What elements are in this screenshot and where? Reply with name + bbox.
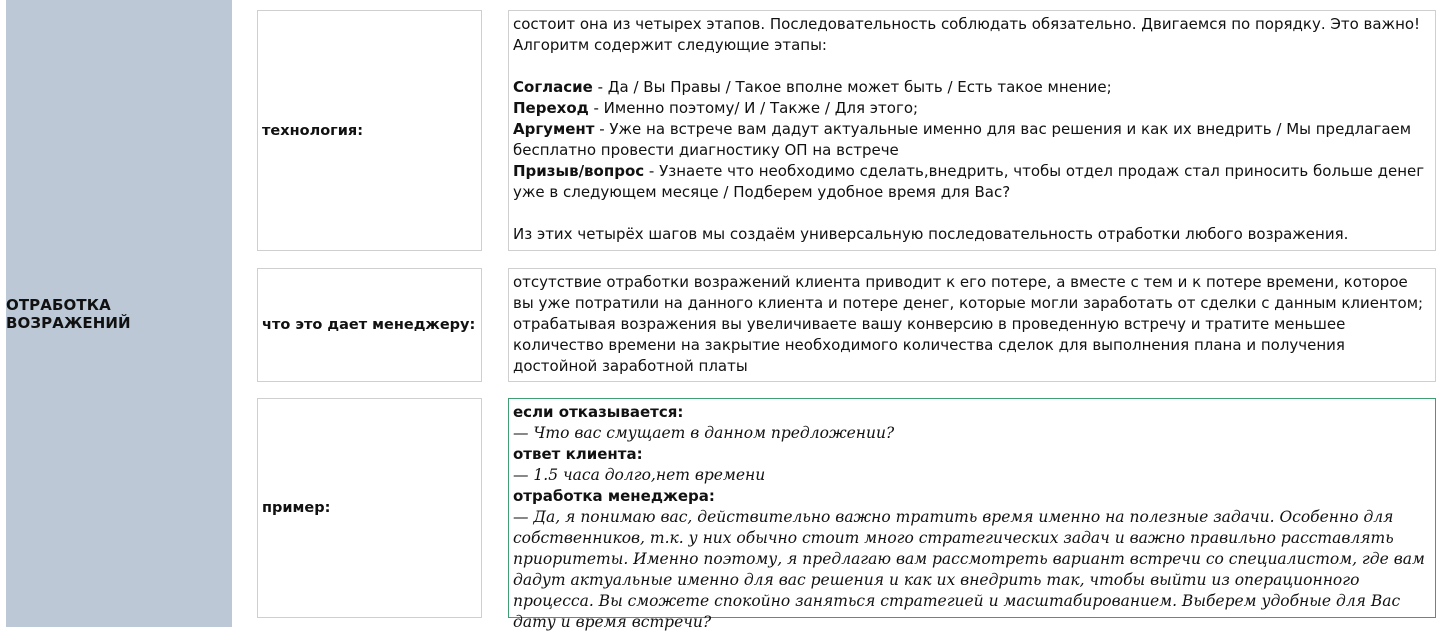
section-header: [6, 0, 232, 627]
section-title: ОТРАБОТКА ВОЗРАЖЕНИЙ: [6, 295, 131, 332]
step-text: - Именно поэтому/ И / Также / Для этого;: [588, 99, 919, 117]
row-content-benefit: [508, 268, 1436, 382]
label-text: пример:: [262, 500, 331, 516]
row-content-technology: [508, 10, 1436, 251]
intro-line: Алгоритм содержит следующие этапы:: [513, 36, 827, 54]
row-label-example: [257, 398, 482, 618]
label-text: что это дает менеджеру:: [262, 317, 476, 333]
step-name: Призыв/вопрос: [513, 162, 645, 180]
step-text: - Уже на встрече вам дадут актуальные именно для вас решения и как их внедрить / Мы предлагаем бесплатно провести диагностику ОП на встрече: [513, 120, 1412, 159]
step-line: [513, 98, 1431, 119]
example-text: — Да, я понимаю вас, действительно важно тратить время именно на полезные задачи. Особенно для собственников, т.к. у них обычно стоит много стратегических задач и важно правильно расставлять приоритеты. Именно поэтому, я предлагаю вам рассмотреть вариант встречи со специалистом, где вам дадут актуальные именно для вас решения и как их внедрить так, чтобы выйти из операционного процесса. Вы сможете спокойно заняться стратегией и масштабированием. Выберем удобные для Вас дату и время встречи?: [513, 508, 1425, 631]
step-text: - Да / Вы Правы / Такое вполне может быть / Есть такое мнение;: [592, 78, 1112, 96]
step-line: [513, 77, 1431, 98]
step-name: Переход: [513, 99, 589, 117]
step-line: [513, 119, 1431, 161]
example-heading: если отказывается:: [513, 403, 684, 421]
label-text: технология:: [262, 122, 363, 139]
row-label-technology: [257, 10, 482, 251]
intro-line: состоит она из четырех этапов. Последовательность соблюдать обязательно. Двигаемся по порядку. Это важно!: [513, 15, 1421, 33]
step-name: Согласие: [513, 78, 593, 96]
outro-line: Из этих четырёх шагов мы создаём универсальную последовательность отработки любого возражения.: [513, 225, 1349, 243]
step-text: - Узнаете что необходимо сделать,внедрить, чтобы отдел продаж стал приносить больше денег уже в следующем месяце / Подберем удобное время для Вас?: [513, 162, 1425, 201]
example-text: — 1.5 часа долго,нет времени: [513, 466, 766, 484]
row-content-example[interactable]: [508, 398, 1436, 631]
example-text: — Что вас смущает в данном предложении?: [513, 424, 895, 442]
step-name: Аргумент: [513, 120, 595, 138]
example-heading: отработка менеджера:: [513, 487, 715, 505]
row-label-benefit: [257, 268, 482, 382]
benefit-text: отсутствие отработки возражений клиента приводит к его потере, а вместе с тем и к потере времени, которое вы уже потратили на данного клиента и потере денег, которые могли заработать от сделки с данным клиентом; отрабатывая возражения вы увеличиваете вашу конверсию в проведенную встречу и тратите меньшее количество времени на закрытие необходимого количества сделок для выполнения плана и получения достойной заработной платы: [513, 273, 1424, 375]
step-line: [513, 161, 1431, 203]
example-heading: ответ клиента:: [513, 445, 643, 463]
